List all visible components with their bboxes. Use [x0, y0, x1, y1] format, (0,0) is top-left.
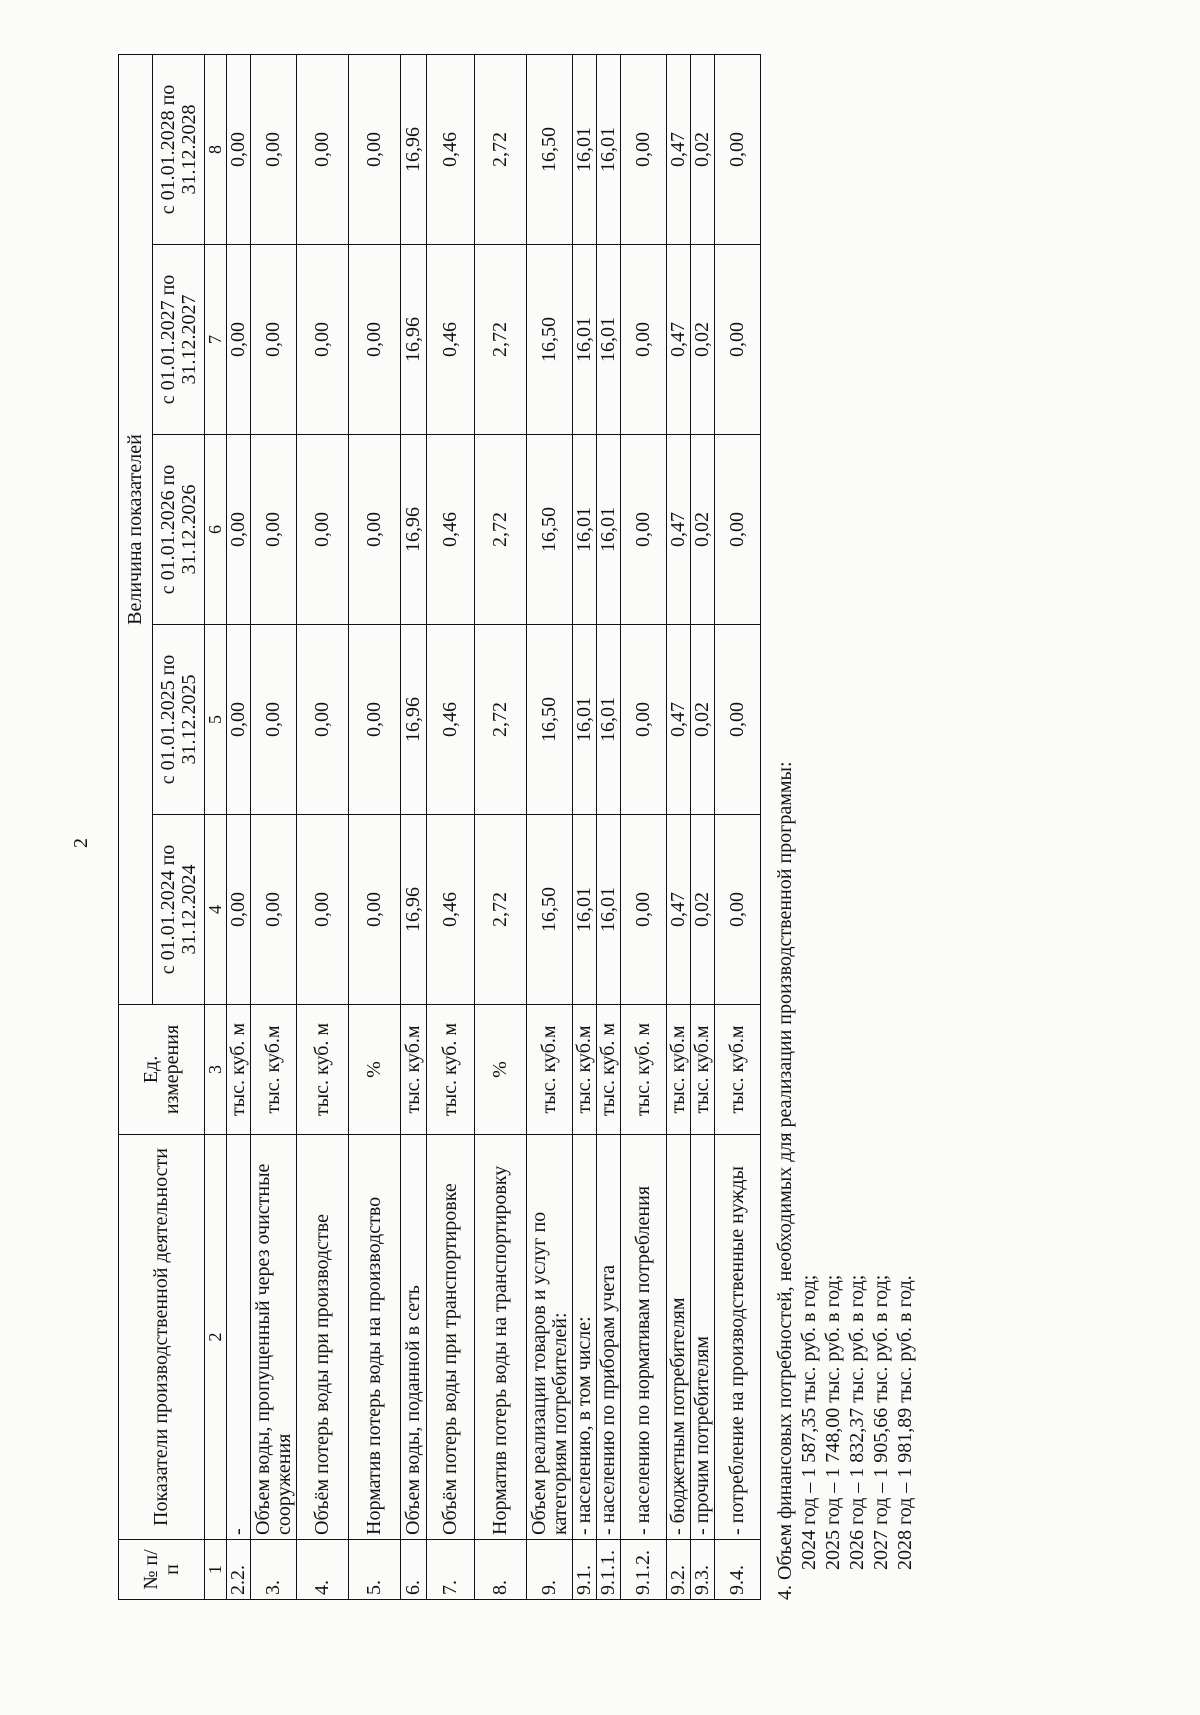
value-cell: 0,00: [349, 435, 401, 625]
value-cell: 0,00: [227, 245, 251, 435]
value-cell: 16,96: [401, 435, 427, 625]
value-cell: 0,02: [691, 815, 715, 1005]
header-num: № п/п: [119, 1540, 205, 1600]
value-cell: 0,00: [251, 435, 297, 625]
value-cell: 0,02: [691, 245, 715, 435]
row-number: 9.4.: [715, 1540, 761, 1600]
value-cell: 0,00: [297, 625, 349, 815]
value-cell: 16,96: [401, 245, 427, 435]
value-cell: 0,00: [621, 625, 667, 815]
value-cell: 0,00: [715, 55, 761, 245]
table-row: [691, 55, 715, 1600]
value-cell: 0,00: [227, 55, 251, 245]
unit-cell: тыс. куб.м: [527, 1005, 573, 1135]
value-cell: 2,72: [475, 55, 527, 245]
table-row: [667, 55, 691, 1600]
value-cell: 0,47: [667, 245, 691, 435]
row-number: 2.2.: [227, 1540, 251, 1600]
indicator-name: - бюджетным потребителям: [667, 1135, 691, 1540]
column-index: 7: [205, 245, 227, 435]
indicator-name: Объем реализации товаров и услуг по категориям потребителей:: [527, 1135, 573, 1540]
unit-cell: тыс. куб.м: [691, 1005, 715, 1135]
row-number: 3.: [251, 1540, 297, 1600]
value-cell: 0,00: [621, 245, 667, 435]
value-cell: 16,01: [573, 435, 597, 625]
unit-cell: тыс. куб. м: [427, 1005, 475, 1135]
value-cell: 2,72: [475, 435, 527, 625]
budget-list: [797, 50, 917, 1600]
table-row: [573, 55, 597, 1600]
value-cell: 16,01: [573, 55, 597, 245]
production-indicators-table: [118, 54, 761, 1600]
table-row: [227, 55, 251, 1600]
table-row: [349, 55, 401, 1600]
indicator-name: Объем воды, пропущенный через очистные сооружения: [251, 1135, 297, 1540]
row-number: 9.: [527, 1540, 573, 1600]
row-number: 9.1.2.: [621, 1540, 667, 1600]
table-row: [527, 55, 573, 1600]
table-row: [621, 55, 667, 1600]
value-cell: 16,01: [597, 815, 621, 1005]
value-cell: 0,02: [691, 55, 715, 245]
indicator-name: Объем воды, поданной в сеть: [401, 1135, 427, 1540]
column-index: 4: [205, 815, 227, 1005]
value-cell: 0,00: [251, 245, 297, 435]
table-row: [715, 55, 761, 1600]
row-number: 5.: [349, 1540, 401, 1600]
header-period: с 01.01.2028 по 31.12.2028: [153, 55, 205, 245]
value-cell: 0,00: [349, 55, 401, 245]
budget-line: 2024 год – 1 587,35 тыс. руб. в год;: [798, 1274, 820, 1570]
value-cell: 0,46: [427, 55, 475, 245]
row-number: 4.: [297, 1540, 349, 1600]
value-cell: 16,01: [573, 815, 597, 1005]
indicator-name: - прочим потребителям: [691, 1135, 715, 1540]
column-index: 8: [205, 55, 227, 245]
value-cell: 2,72: [475, 245, 527, 435]
value-cell: 0,00: [621, 435, 667, 625]
value-cell: 16,50: [527, 435, 573, 625]
row-number: 8.: [475, 1540, 527, 1600]
value-cell: 0,46: [427, 245, 475, 435]
value-cell: 0,00: [349, 245, 401, 435]
page-number: 2: [70, 838, 92, 848]
table-row: [597, 55, 621, 1600]
value-cell: 0,00: [349, 625, 401, 815]
value-cell: 0,00: [715, 625, 761, 815]
indicator-name: Объём потерь воды при транспортировке: [427, 1135, 475, 1540]
column-index: 3: [205, 1005, 227, 1135]
unit-cell: %: [349, 1005, 401, 1135]
value-cell: 0,00: [621, 55, 667, 245]
budget-line: 2028 год – 1 981,89 тыс. руб. в год.: [894, 1275, 916, 1570]
header-period: с 01.01.2025 по 31.12.2025: [153, 625, 205, 815]
indicator-name: Норматив потерь воды на производство: [349, 1135, 401, 1540]
indicator-name: - потребление на производственные нужды: [715, 1135, 761, 1540]
section-4-title: 4. Объем финансовых потребностей, необходимых для реализации производственной программы:: [774, 761, 796, 1600]
unit-cell: %: [475, 1005, 527, 1135]
value-cell: 0,00: [227, 435, 251, 625]
value-cell: 0,02: [691, 435, 715, 625]
value-cell: 0,00: [251, 815, 297, 1005]
value-cell: 16,96: [401, 815, 427, 1005]
value-cell: 16,96: [401, 55, 427, 245]
value-cell: 16,50: [527, 55, 573, 245]
budget-line: 2026 год – 1 832,37 тыс. руб. в год;: [846, 1274, 868, 1570]
value-cell: 2,72: [475, 625, 527, 815]
unit-cell: тыс. куб.м: [667, 1005, 691, 1135]
row-number: 9.1.1.: [597, 1540, 621, 1600]
value-cell: 0,47: [667, 435, 691, 625]
row-number: 7.: [427, 1540, 475, 1600]
column-index: 5: [205, 625, 227, 815]
value-cell: 16,01: [573, 625, 597, 815]
unit-cell: тыс. куб.м: [715, 1005, 761, 1135]
value-cell: 0,00: [297, 435, 349, 625]
indicator-name: Объём потерь воды при производстве: [297, 1135, 349, 1540]
table-row: [427, 55, 475, 1600]
table-row: [401, 55, 427, 1600]
header-unit: Ед. измерения: [119, 1005, 205, 1135]
value-cell: 0,00: [715, 435, 761, 625]
table-row: [475, 55, 527, 1600]
value-cell: 2,72: [475, 815, 527, 1005]
header-period: с 01.01.2026 по 31.12.2026: [153, 435, 205, 625]
header-name: Показатели производственной деятельности: [119, 1135, 205, 1540]
unit-cell: тыс. куб.м: [401, 1005, 427, 1135]
value-cell: 0,00: [715, 815, 761, 1005]
value-cell: 0,47: [667, 625, 691, 815]
value-cell: 0,46: [427, 815, 475, 1005]
unit-cell: тыс. куб. м: [297, 1005, 349, 1135]
value-cell: 16,50: [527, 625, 573, 815]
table-row: [251, 55, 297, 1600]
value-cell: 0,00: [251, 625, 297, 815]
row-number: 9.2.: [667, 1540, 691, 1600]
column-index: 2: [205, 1135, 227, 1540]
value-cell: 0,00: [227, 815, 251, 1005]
budget-line: 2025 год – 1 748,00 тыс. руб. в год;: [822, 1274, 844, 1570]
value-cell: 0,46: [427, 435, 475, 625]
row-number: 9.3.: [691, 1540, 715, 1600]
rotated-content: [118, 50, 978, 1600]
value-cell: 0,46: [427, 625, 475, 815]
value-cell: 0,00: [297, 55, 349, 245]
column-index: 1: [205, 1540, 227, 1600]
value-cell: 0,02: [691, 625, 715, 815]
unit-cell: тыс. куб.м: [251, 1005, 297, 1135]
indicator-name: - населению по приборам учета: [597, 1135, 621, 1540]
value-cell: 0,00: [227, 625, 251, 815]
header-values-group: Величина показателей: [119, 55, 153, 1005]
budget-line: 2027 год – 1 905,66 тыс. руб. в год;: [870, 1274, 892, 1570]
indicator-name: - населению по нормативам потребления: [621, 1135, 667, 1540]
value-cell: 0,47: [667, 815, 691, 1005]
value-cell: 0,00: [297, 815, 349, 1005]
table-row: [297, 55, 349, 1600]
value-cell: 0,00: [621, 815, 667, 1005]
header-period: с 01.01.2024 по 31.12.2024: [153, 815, 205, 1005]
header-period: с 01.01.2027 по 31.12.2027: [153, 245, 205, 435]
value-cell: 16,01: [597, 435, 621, 625]
value-cell: 0,47: [667, 55, 691, 245]
indicator-name: -: [227, 1135, 251, 1540]
column-index: 6: [205, 435, 227, 625]
indicator-name: - населению, в том числе:: [573, 1135, 597, 1540]
value-cell: 0,00: [715, 245, 761, 435]
value-cell: 0,00: [251, 55, 297, 245]
row-number: 9.1.: [573, 1540, 597, 1600]
value-cell: 0,00: [349, 815, 401, 1005]
unit-cell: тыс. куб. м: [227, 1005, 251, 1135]
unit-cell: тыс. куб.м: [573, 1005, 597, 1135]
value-cell: 16,01: [573, 245, 597, 435]
value-cell: 16,50: [527, 815, 573, 1005]
value-cell: 16,01: [597, 55, 621, 245]
unit-cell: тыс. куб. м: [597, 1005, 621, 1135]
value-cell: 0,00: [297, 245, 349, 435]
indicator-name: Норматив потерь воды на транспортировку: [475, 1135, 527, 1540]
value-cell: 16,01: [597, 245, 621, 435]
unit-cell: тыс. куб. м: [621, 1005, 667, 1135]
value-cell: 16,96: [401, 625, 427, 815]
value-cell: 16,50: [527, 245, 573, 435]
row-number: 6.: [401, 1540, 427, 1600]
value-cell: 16,01: [597, 625, 621, 815]
